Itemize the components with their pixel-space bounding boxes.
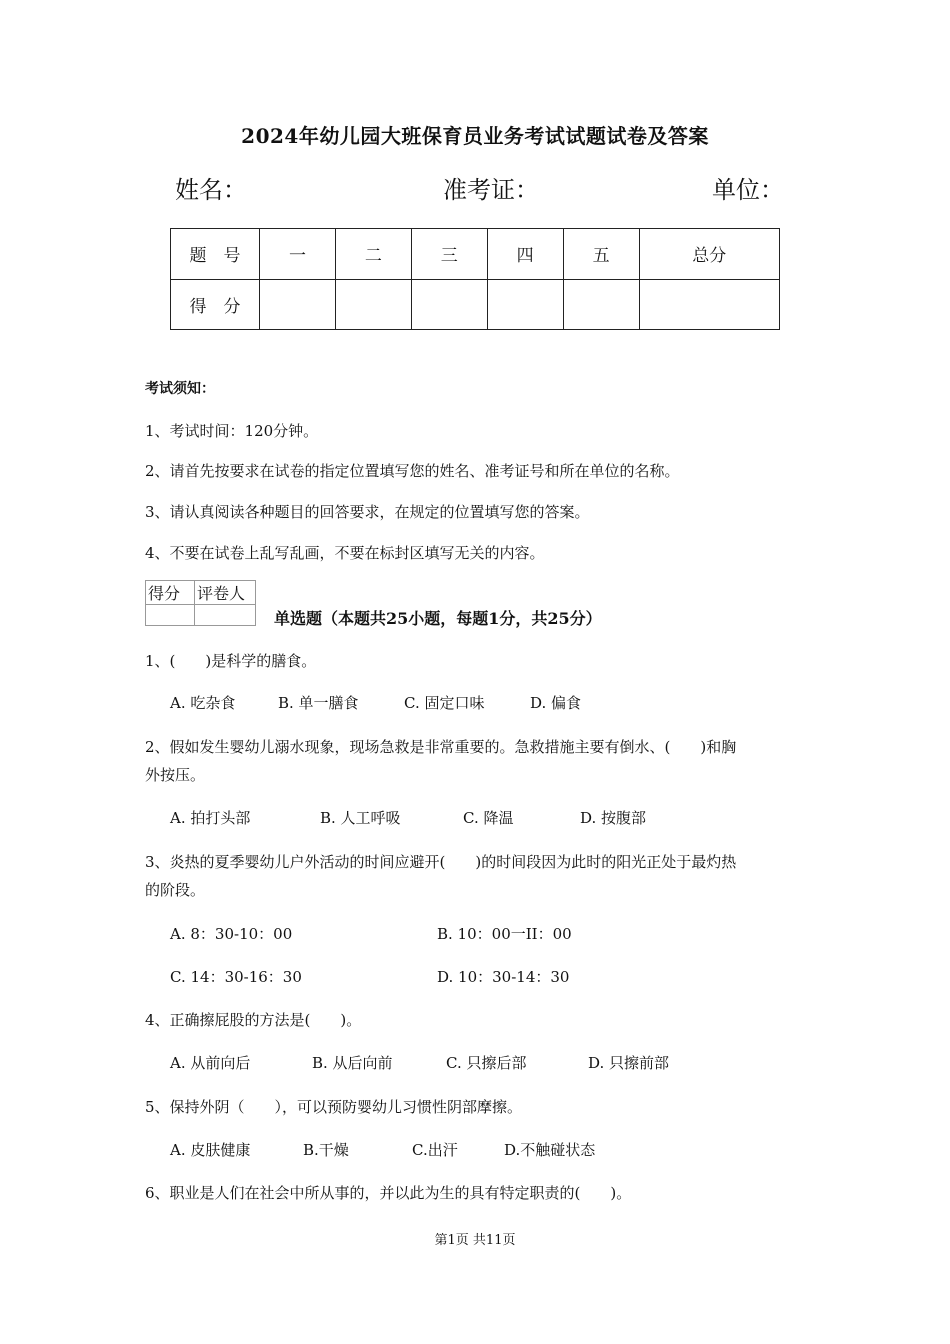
score-cell[interactable] — [335, 279, 411, 330]
question-option: A. 从前向后 — [170, 1054, 251, 1072]
question-option: C. 只擦后部 — [446, 1054, 527, 1072]
question-option: B. 单一膳食 — [278, 694, 359, 712]
notice-heading: 考试须知： — [145, 381, 215, 397]
score-cell[interactable] — [411, 279, 487, 330]
question-stem-continued: 的阶段。 — [145, 881, 206, 899]
notice-item: 4、不要在试卷上乱写乱画，不要在标封区填写无关的内容。 — [145, 544, 545, 562]
question-option: A. 8：30-10：00 — [170, 925, 293, 943]
question-option: C. 14：30-16：30 — [170, 968, 302, 986]
score-table-header-row — [171, 229, 780, 280]
grader-name-cell[interactable] — [195, 605, 256, 626]
page-title: 2024年幼儿园大班保育员业务考试试题试卷及答案 — [241, 124, 709, 148]
score-table-header-cell: 四 — [487, 229, 563, 280]
name-field-label: 姓名： — [175, 176, 247, 204]
question-option: B. 从后向前 — [312, 1054, 393, 1072]
grader-score-label: 得分 — [146, 581, 195, 605]
question-option: D. 按腹部 — [580, 809, 647, 827]
score-cell[interactable] — [639, 279, 779, 330]
score-cell[interactable] — [487, 279, 563, 330]
question-option: D. 只擦前部 — [588, 1054, 670, 1072]
question-option: C. 降温 — [463, 809, 514, 827]
question-option: D. 偏食 — [530, 694, 582, 712]
question-stem: 2、假如发生婴幼儿溺水现象，现场急救是非常重要的。急救措施主要有倒水、( )和胸 — [145, 738, 737, 756]
question-stem: 4、正确擦屁股的方法是( )。 — [145, 1011, 362, 1029]
score-table-header-cell: 题 号 — [171, 229, 260, 280]
question-option: C. 固定口味 — [404, 694, 485, 712]
exam-number-field-label: 准考证： — [443, 176, 539, 204]
score-table-header-cell: 三 — [411, 229, 487, 280]
score-row-label: 得 分 — [171, 279, 260, 330]
score-table — [170, 228, 780, 330]
question-stem: 3、炎热的夏季婴幼儿户外活动的时间应避开( )的时间段因为此时的阳光正处于最灼热 — [145, 853, 737, 871]
question-stem-continued: 外按压。 — [145, 766, 206, 784]
question-stem: 5、保持外阴（ ），可以预防婴幼儿习惯性阴部摩擦。 — [145, 1098, 523, 1116]
question-option: B. 10：00一II：00 — [437, 925, 572, 943]
notice-item: 3、请认真阅读各种题目的回答要求，在规定的位置填写您的答案。 — [145, 503, 590, 521]
score-table-header-cell: 五 — [563, 229, 639, 280]
score-table-header-cell: 二 — [335, 229, 411, 280]
score-cell[interactable] — [260, 279, 336, 330]
question-option: A. 皮肤健康 — [170, 1141, 251, 1159]
notice-item: 2、请首先按要求在试卷的指定位置填写您的姓名、准考证号和所在单位的名称。 — [145, 462, 680, 480]
score-cell[interactable] — [563, 279, 639, 330]
grader-name-label: 评卷人 — [195, 581, 256, 605]
page-footer: 第1页 共11页 — [434, 1233, 516, 1248]
question-option: D. 10：30-14：30 — [437, 968, 570, 986]
question-option: A. 拍打头部 — [170, 809, 251, 827]
question-option: B. 人工呼吸 — [320, 809, 401, 827]
grader-box — [145, 580, 256, 626]
score-table-score-row — [171, 279, 780, 330]
notice-item: 1、考试时间：120分钟。 — [145, 422, 319, 440]
question-stem: 6、职业是人们在社会中所从事的，并以此为生的具有特定职责的( )。 — [145, 1184, 632, 1202]
question-stem: 1、( )是科学的膳食。 — [145, 652, 317, 670]
question-option: D.不触碰状态 — [504, 1141, 596, 1159]
section-title: 单选题（本题共25小题，每题1分，共25分） — [274, 609, 602, 628]
score-table-header-cell: 总分 — [639, 229, 779, 280]
score-table-header-cell: 一 — [260, 229, 336, 280]
question-option: B.干燥 — [303, 1141, 349, 1159]
unit-field-label: 单位： — [712, 176, 784, 204]
question-option: C.出汗 — [412, 1141, 458, 1159]
question-option: A. 吃杂食 — [170, 694, 236, 712]
grader-score-cell[interactable] — [146, 605, 195, 626]
